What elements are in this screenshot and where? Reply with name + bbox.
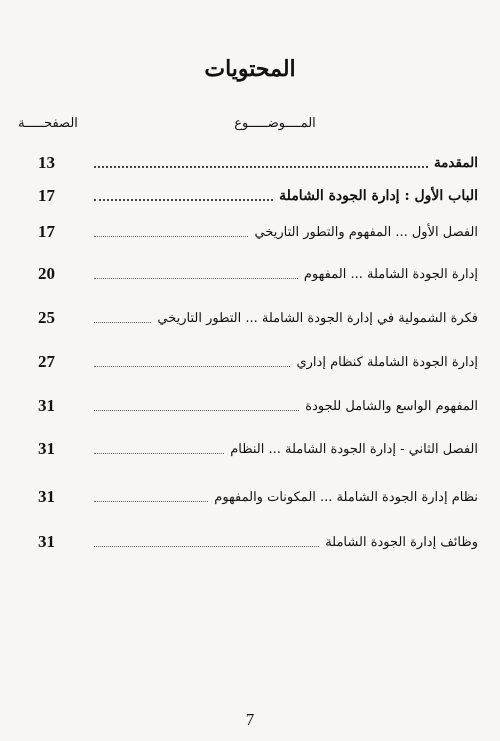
toc-page-number: 17 — [38, 186, 55, 205]
toc-entry-chapter-two[interactable] — [38, 436, 478, 462]
toc-page-number: 31 — [38, 487, 55, 506]
dot-leader — [94, 166, 428, 168]
toc-entry-title: فكرة الشمولية في إدارة الجودة الشاملة ... التطور التاريخي — [157, 310, 478, 326]
dot-leader — [94, 278, 298, 279]
toc-page-number: 25 — [38, 308, 55, 327]
toc-entry-title: إدارة الجودة الشاملة ... المفهوم — [303, 266, 478, 282]
toc-entry-chapter-one[interactable] — [38, 219, 478, 245]
toc-entry-introduction[interactable] — [38, 150, 478, 176]
toc-entry-title: المقدمة — [433, 155, 478, 171]
dot-leader — [94, 501, 208, 502]
toc-entry-title: الفصل الأول ... المفهوم والتطور التاريخي — [254, 224, 478, 240]
topic-column-header: المــــوضـــــوع — [234, 116, 316, 131]
toc-page-number: 31 — [38, 439, 55, 458]
toc-entry-comprehensiveness[interactable] — [38, 305, 478, 331]
toc-entry-title: نظام إدارة الجودة الشاملة ... المكونات والمفهوم — [214, 489, 478, 505]
toc-entry-tqm-concept[interactable] — [38, 261, 478, 287]
toc-page-number: 31 — [38, 532, 55, 551]
toc-entry-management-system[interactable] — [38, 349, 478, 375]
toc-entry-broad-quality-concept[interactable] — [38, 393, 478, 419]
dot-leader — [94, 199, 273, 201]
dot-leader — [94, 453, 224, 454]
toc-entry-tqm-components[interactable] — [38, 484, 478, 510]
toc-page-number: 31 — [38, 396, 55, 415]
dot-leader — [94, 322, 151, 323]
toc-entry-tqm-functions[interactable] — [38, 529, 478, 555]
toc-entry-title: إدارة الجودة الشاملة كنظام إداري — [296, 354, 478, 370]
toc-page-number: 13 — [38, 153, 55, 172]
toc-entry-title: المفهوم الواسع والشامل للجودة — [305, 398, 478, 414]
toc-entry-title: الفصل الثاني - إدارة الجودة الشاملة ... النظام — [230, 441, 478, 457]
toc-page-number: 17 — [38, 222, 55, 241]
page-number: 7 — [245, 710, 255, 729]
dot-leader — [94, 546, 319, 547]
dot-leader — [94, 236, 248, 237]
page-column-header: الصفحـــــة — [18, 116, 78, 131]
toc-page-number: 27 — [38, 352, 55, 371]
dot-leader — [94, 366, 290, 367]
toc-page-number: 20 — [38, 264, 55, 283]
dot-leader — [94, 410, 299, 411]
page-title: المحتويات — [204, 56, 296, 82]
toc-entry-part-one[interactable] — [38, 183, 478, 209]
toc-entry-title: وظائف إدارة الجودة الشاملة — [325, 534, 478, 550]
toc-entry-title: الباب الأول : إدارة الجودة الشاملة — [279, 188, 478, 204]
